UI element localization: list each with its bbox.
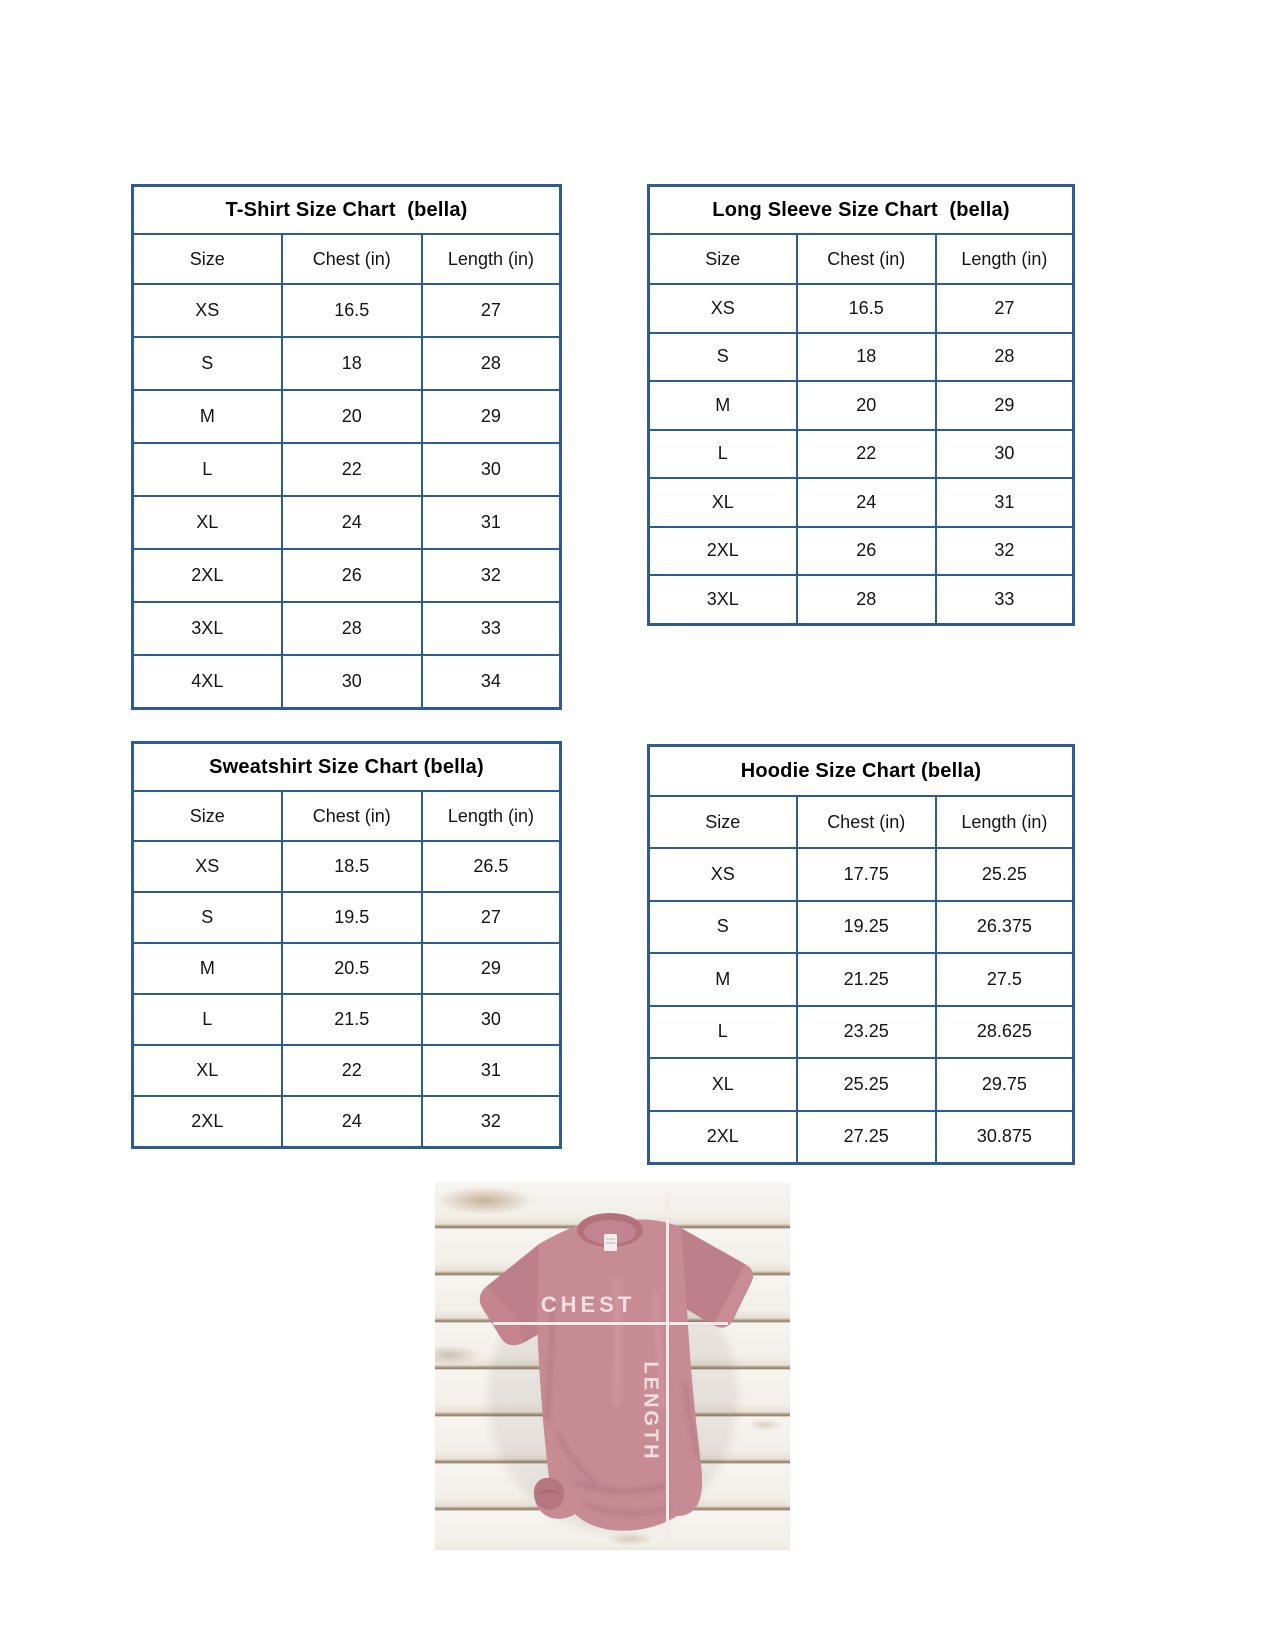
value-cell: 28 (421, 336, 559, 389)
value-cell: 26 (281, 548, 421, 601)
value-cell: 24 (281, 1095, 421, 1146)
value-cell: 29 (935, 380, 1072, 429)
value-cell: 29 (421, 389, 559, 442)
column-header: Chest (in) (796, 235, 935, 283)
size-cell: 2XL (134, 1095, 281, 1146)
value-cell: 30 (935, 429, 1072, 478)
column-header: Length (in) (421, 792, 559, 840)
size-cell: XL (134, 495, 281, 548)
value-cell: 30 (421, 993, 559, 1044)
value-cell: 22 (281, 442, 421, 495)
size-cell: XS (134, 840, 281, 891)
value-cell: 25.25 (796, 1057, 935, 1110)
value-cell: 30 (281, 654, 421, 707)
size-cell: XS (134, 283, 281, 336)
hoodie-size-chart-table (647, 744, 1075, 1165)
size-cell: XL (650, 477, 796, 526)
size-cell: S (650, 332, 796, 381)
value-cell: 20 (281, 389, 421, 442)
value-cell: 28 (935, 332, 1072, 381)
size-cell: 2XL (134, 548, 281, 601)
hoodie-table-grid (650, 797, 1072, 1162)
value-cell: 27 (935, 283, 1072, 332)
column-header: Size (189, 805, 225, 826)
size-cell: L (650, 1005, 796, 1058)
value-cell: 24 (796, 477, 935, 526)
value-cell: 33 (421, 601, 559, 654)
value-cell: 28.625 (935, 1005, 1072, 1058)
size-cell: L (650, 429, 796, 478)
column-header: Chest (in) (281, 792, 421, 840)
column-header: Chest (in) (796, 797, 935, 847)
long-sleeve-table-title: Long Sleeve Size Chart (bella) (650, 187, 1072, 235)
value-cell: 22 (796, 429, 935, 478)
value-cell: 27 (421, 283, 559, 336)
value-cell: 27.5 (935, 952, 1072, 1005)
size-cell: XL (650, 1057, 796, 1110)
value-cell: 19.25 (796, 900, 935, 953)
column-header: Chest (in) (281, 235, 421, 283)
value-cell: 31 (935, 477, 1072, 526)
value-cell: 16.5 (281, 283, 421, 336)
size-cell: M (134, 942, 281, 993)
tshirt-table-grid (134, 235, 559, 707)
size-cell: M (134, 389, 281, 442)
tshirt-measurement-photo (435, 1182, 790, 1550)
value-cell: 22 (281, 1044, 421, 1095)
tshirt-size-chart-table (131, 184, 562, 710)
size-cell: 3XL (134, 601, 281, 654)
value-cell: 23.25 (796, 1005, 935, 1058)
sweatshirt-table-grid (134, 792, 559, 1146)
value-cell: 21.25 (796, 952, 935, 1005)
value-cell: 29 (421, 942, 559, 993)
value-cell: 26.5 (421, 840, 559, 891)
size-cell: 3XL (650, 574, 796, 623)
value-cell: 18 (796, 332, 935, 381)
size-cell: XS (650, 283, 796, 332)
tshirt-table-title: T-Shirt Size Chart (bella) (134, 187, 559, 235)
value-cell: 20 (796, 380, 935, 429)
value-cell: 21.5 (281, 993, 421, 1044)
column-header: Size (705, 811, 741, 832)
column-header: Length (in) (421, 235, 559, 283)
long-sleeve-size-chart-table (647, 184, 1075, 626)
value-cell: 19.5 (281, 891, 421, 942)
long-sleeve-table-grid (650, 235, 1072, 623)
length-label: LENGTH (639, 1361, 662, 1462)
size-cell: L (134, 993, 281, 1044)
value-cell: 29.75 (935, 1057, 1072, 1110)
value-cell: 26 (796, 526, 935, 575)
value-cell: 20.5 (281, 942, 421, 993)
value-cell: 32 (421, 548, 559, 601)
column-header: Length (in) (935, 235, 1072, 283)
size-cell: M (650, 952, 796, 1005)
size-cell: 2XL (650, 1110, 796, 1163)
sweatshirt-table-title: Sweatshirt Size Chart (bella) (134, 744, 559, 792)
value-cell: 27.25 (796, 1110, 935, 1163)
value-cell: 30 (421, 442, 559, 495)
size-cell: S (134, 336, 281, 389)
size-cell: M (650, 380, 796, 429)
tshirt-illustration (435, 1182, 790, 1550)
value-cell: 30.875 (935, 1110, 1072, 1163)
value-cell: 28 (281, 601, 421, 654)
value-cell: 33 (935, 574, 1072, 623)
value-cell: 31 (421, 495, 559, 548)
value-cell: 28 (796, 574, 935, 623)
value-cell: 32 (935, 526, 1072, 575)
length-measure-line (666, 1194, 669, 1540)
value-cell: 18 (281, 336, 421, 389)
column-header: Size (705, 248, 741, 269)
sweatshirt-size-chart-table (131, 741, 562, 1149)
size-cell: S (134, 891, 281, 942)
size-cell: XS (650, 847, 796, 900)
value-cell: 27 (421, 891, 559, 942)
value-cell: 26.375 (935, 900, 1072, 953)
chest-label: CHEST (540, 1292, 636, 1317)
value-cell: 18.5 (281, 840, 421, 891)
hoodie-table-title: Hoodie Size Chart (bella) (650, 747, 1072, 797)
value-cell: 17.75 (796, 847, 935, 900)
column-header: Size (189, 248, 225, 269)
size-cell: 4XL (134, 654, 281, 707)
value-cell: 24 (281, 495, 421, 548)
value-cell: 31 (421, 1044, 559, 1095)
size-cell: L (134, 442, 281, 495)
column-header: Length (in) (935, 797, 1072, 847)
value-cell: 25.25 (935, 847, 1072, 900)
size-cell: XL (134, 1044, 281, 1095)
size-cell: S (650, 900, 796, 953)
chest-measure-line (493, 1322, 728, 1325)
value-cell: 16.5 (796, 283, 935, 332)
value-cell: 32 (421, 1095, 559, 1146)
size-cell: 2XL (650, 526, 796, 575)
value-cell: 34 (421, 654, 559, 707)
